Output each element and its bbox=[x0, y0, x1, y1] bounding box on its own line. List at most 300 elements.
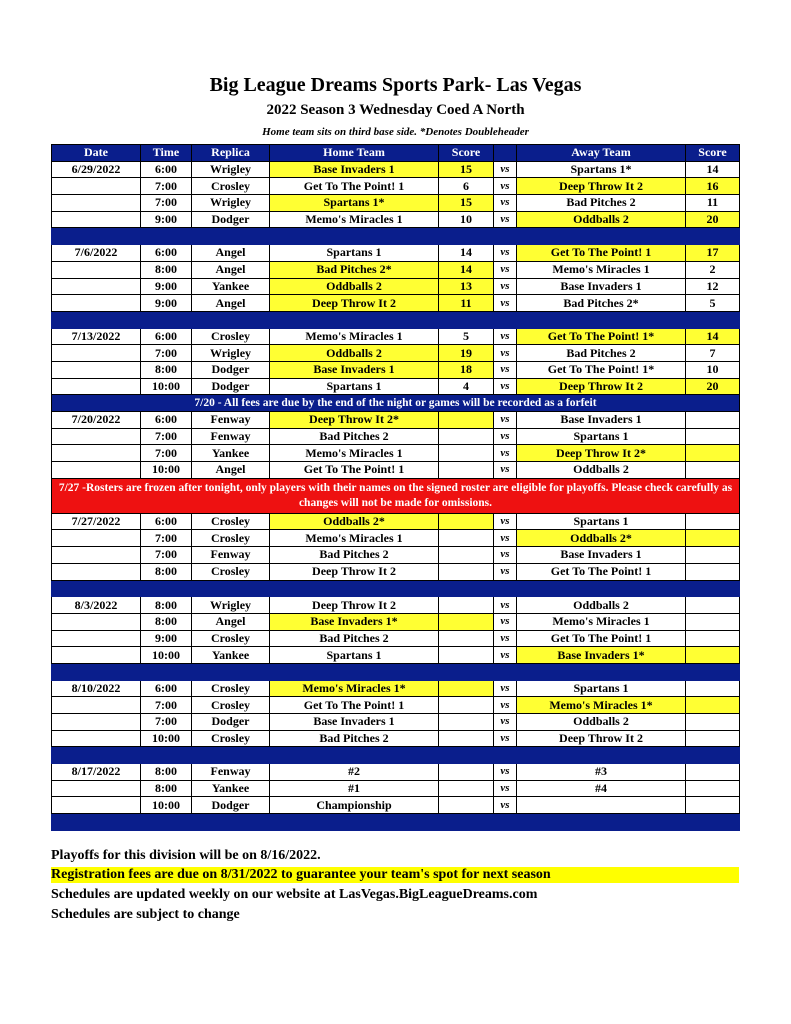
replica-field-cell: Yankee bbox=[192, 445, 270, 462]
home-team-cell: Memo's Miracles 1* bbox=[270, 680, 439, 697]
game-row bbox=[52, 445, 740, 462]
away-team-cell: Oddballs 2 bbox=[517, 597, 686, 614]
footer-disclaimer: Schedules are subject to change bbox=[51, 907, 240, 922]
col-header-time: Time bbox=[141, 145, 192, 162]
away-team-cell: Oddballs 2 bbox=[517, 462, 686, 479]
away-team-cell: Spartans 1 bbox=[517, 513, 686, 530]
replica-field-cell: Fenway bbox=[192, 428, 270, 445]
date-cell bbox=[52, 345, 141, 362]
vs-cell: vs bbox=[494, 697, 517, 714]
date-cell bbox=[52, 530, 141, 547]
col-header-away-score: Score bbox=[686, 145, 740, 162]
away-score-cell bbox=[686, 412, 740, 429]
game-row bbox=[52, 328, 740, 345]
date-cell bbox=[52, 630, 141, 647]
away-score-cell bbox=[686, 630, 740, 647]
away-score-cell: 14 bbox=[686, 161, 740, 178]
date-cell bbox=[52, 462, 141, 479]
time-cell: 8:00 bbox=[141, 780, 192, 797]
game-row bbox=[52, 714, 740, 731]
home-team-cell: Get To The Point! 1 bbox=[270, 178, 439, 195]
home-team-cell: Deep Throw It 2 bbox=[270, 597, 439, 614]
home-team-cell: Bad Pitches 2 bbox=[270, 630, 439, 647]
replica-field-cell: Angel bbox=[192, 295, 270, 312]
home-team-cell: Bad Pitches 2 bbox=[270, 730, 439, 747]
date-cell bbox=[52, 278, 141, 295]
home-score-cell bbox=[439, 547, 494, 564]
col-header-replica: Replica bbox=[192, 145, 270, 162]
date-cell bbox=[52, 211, 141, 228]
vs-cell: vs bbox=[494, 780, 517, 797]
game-row bbox=[52, 647, 740, 664]
vs-cell: vs bbox=[494, 513, 517, 530]
home-score-cell bbox=[439, 630, 494, 647]
away-team-cell bbox=[517, 797, 686, 814]
vs-cell: vs bbox=[494, 462, 517, 479]
home-team-cell: Spartans 1* bbox=[270, 195, 439, 212]
home-team-cell: Memo's Miracles 1 bbox=[270, 445, 439, 462]
replica-field-cell: Crosley bbox=[192, 630, 270, 647]
time-cell: 10:00 bbox=[141, 462, 192, 479]
game-row bbox=[52, 563, 740, 580]
vs-cell: vs bbox=[494, 412, 517, 429]
away-team-cell: Get To The Point! 1* bbox=[517, 328, 686, 345]
date-cell bbox=[52, 547, 141, 564]
away-team-cell: Oddballs 2 bbox=[517, 714, 686, 731]
game-row bbox=[52, 412, 740, 429]
away-score-cell bbox=[686, 714, 740, 731]
replica-field-cell: Fenway bbox=[192, 547, 270, 564]
game-row bbox=[52, 428, 740, 445]
time-cell: 8:00 bbox=[141, 361, 192, 378]
replica-field-cell: Angel bbox=[192, 245, 270, 262]
time-cell: 8:00 bbox=[141, 764, 192, 781]
vs-cell: vs bbox=[494, 245, 517, 262]
game-row bbox=[52, 680, 740, 697]
replica-field-cell: Dodger bbox=[192, 797, 270, 814]
home-team-cell: Spartans 1 bbox=[270, 245, 439, 262]
date-cell bbox=[52, 730, 141, 747]
home-score-cell: 15 bbox=[439, 161, 494, 178]
home-team-cell: Memo's Miracles 1 bbox=[270, 530, 439, 547]
home-score-cell: 6 bbox=[439, 178, 494, 195]
away-score-cell bbox=[686, 445, 740, 462]
away-team-cell: Bad Pitches 2* bbox=[517, 295, 686, 312]
home-score-cell: 5 bbox=[439, 328, 494, 345]
replica-field-cell: Crosley bbox=[192, 680, 270, 697]
time-cell: 6:00 bbox=[141, 680, 192, 697]
table-header-row bbox=[52, 145, 740, 162]
away-team-cell: Get To The Point! 1 bbox=[517, 563, 686, 580]
separator-cell bbox=[52, 814, 740, 831]
replica-field-cell: Angel bbox=[192, 462, 270, 479]
away-team-cell: Spartans 1 bbox=[517, 428, 686, 445]
away-score-cell bbox=[686, 462, 740, 479]
home-score-cell: 18 bbox=[439, 361, 494, 378]
vs-cell: vs bbox=[494, 764, 517, 781]
replica-field-cell: Dodger bbox=[192, 714, 270, 731]
away-team-cell: #3 bbox=[517, 764, 686, 781]
away-score-cell bbox=[686, 563, 740, 580]
time-cell: 7:00 bbox=[141, 530, 192, 547]
away-score-cell bbox=[686, 428, 740, 445]
vs-cell: vs bbox=[494, 730, 517, 747]
away-team-cell: Memo's Miracles 1 bbox=[517, 613, 686, 630]
home-team-cell: Oddballs 2 bbox=[270, 278, 439, 295]
week-separator-row bbox=[52, 311, 740, 328]
home-team-cell: Get To The Point! 1 bbox=[270, 462, 439, 479]
game-row bbox=[52, 178, 740, 195]
week-separator-row bbox=[52, 747, 740, 764]
date-cell: 8/17/2022 bbox=[52, 764, 141, 781]
replica-field-cell: Angel bbox=[192, 613, 270, 630]
date-cell bbox=[52, 563, 141, 580]
away-score-cell: 17 bbox=[686, 245, 740, 262]
date-cell: 7/20/2022 bbox=[52, 412, 141, 429]
footer-registration: Registration fees are due on 8/31/2022 to guarantee your team's spot for next season bbox=[51, 867, 739, 883]
home-score-cell bbox=[439, 412, 494, 429]
home-team-cell: Base Invaders 1* bbox=[270, 613, 439, 630]
away-score-cell: 7 bbox=[686, 345, 740, 362]
vs-cell: vs bbox=[494, 613, 517, 630]
game-row bbox=[52, 462, 740, 479]
away-score-cell bbox=[686, 797, 740, 814]
replica-field-cell: Yankee bbox=[192, 780, 270, 797]
week-separator-row bbox=[52, 663, 740, 680]
vs-cell: vs bbox=[494, 680, 517, 697]
replica-field-cell: Fenway bbox=[192, 412, 270, 429]
home-team-cell: Memo's Miracles 1 bbox=[270, 211, 439, 228]
vs-cell: vs bbox=[494, 428, 517, 445]
time-cell: 9:00 bbox=[141, 278, 192, 295]
time-cell: 7:00 bbox=[141, 697, 192, 714]
game-row bbox=[52, 697, 740, 714]
home-score-cell bbox=[439, 780, 494, 797]
away-team-cell: Spartans 1* bbox=[517, 161, 686, 178]
home-score-cell bbox=[439, 730, 494, 747]
date-cell bbox=[52, 613, 141, 630]
home-team-cell: Memo's Miracles 1 bbox=[270, 328, 439, 345]
home-team-cell: #1 bbox=[270, 780, 439, 797]
game-row bbox=[52, 780, 740, 797]
home-score-cell bbox=[439, 513, 494, 530]
roster-alert-row bbox=[52, 478, 740, 513]
away-team-cell: Spartans 1 bbox=[517, 680, 686, 697]
away-score-cell: 20 bbox=[686, 378, 740, 395]
home-score-cell bbox=[439, 428, 494, 445]
away-score-cell bbox=[686, 730, 740, 747]
date-cell: 8/3/2022 bbox=[52, 597, 141, 614]
vs-cell: vs bbox=[494, 714, 517, 731]
home-score-cell: 14 bbox=[439, 245, 494, 262]
home-score-cell bbox=[439, 647, 494, 664]
home-team-cell: Championship bbox=[270, 797, 439, 814]
game-row bbox=[52, 245, 740, 262]
week-separator-row bbox=[52, 814, 740, 831]
time-cell: 7:00 bbox=[141, 345, 192, 362]
vs-cell: vs bbox=[494, 261, 517, 278]
game-row bbox=[52, 278, 740, 295]
home-team-cell: Base Invaders 1 bbox=[270, 361, 439, 378]
home-score-cell bbox=[439, 597, 494, 614]
home-team-cell: Bad Pitches 2 bbox=[270, 547, 439, 564]
replica-field-cell: Yankee bbox=[192, 278, 270, 295]
time-cell: 6:00 bbox=[141, 161, 192, 178]
time-cell: 9:00 bbox=[141, 295, 192, 312]
game-row bbox=[52, 378, 740, 395]
game-row bbox=[52, 613, 740, 630]
schedule-note: Home team sits on third base side. *Denotes Doubleheader bbox=[262, 126, 529, 138]
date-cell: 8/10/2022 bbox=[52, 680, 141, 697]
home-team-cell: Deep Throw It 2 bbox=[270, 563, 439, 580]
game-row bbox=[52, 261, 740, 278]
vs-cell: vs bbox=[494, 797, 517, 814]
date-cell: 7/6/2022 bbox=[52, 245, 141, 262]
time-cell: 7:00 bbox=[141, 445, 192, 462]
home-team-cell: Deep Throw It 2* bbox=[270, 412, 439, 429]
date-cell: 6/29/2022 bbox=[52, 161, 141, 178]
date-cell bbox=[52, 697, 141, 714]
week-separator-row bbox=[52, 580, 740, 597]
game-row bbox=[52, 361, 740, 378]
home-score-cell bbox=[439, 530, 494, 547]
time-cell: 8:00 bbox=[141, 261, 192, 278]
vs-cell: vs bbox=[494, 597, 517, 614]
game-row bbox=[52, 530, 740, 547]
away-score-cell bbox=[686, 680, 740, 697]
vs-cell: vs bbox=[494, 295, 517, 312]
away-score-cell: 12 bbox=[686, 278, 740, 295]
col-header-away-team: Away Team bbox=[517, 145, 686, 162]
schedule-table bbox=[51, 144, 740, 831]
game-row bbox=[52, 547, 740, 564]
date-cell bbox=[52, 714, 141, 731]
home-team-cell: #2 bbox=[270, 764, 439, 781]
vs-cell: vs bbox=[494, 530, 517, 547]
separator-cell bbox=[52, 663, 740, 680]
away-team-cell: Deep Throw It 2 bbox=[517, 378, 686, 395]
replica-field-cell: Dodger bbox=[192, 211, 270, 228]
game-row bbox=[52, 195, 740, 212]
vs-cell: vs bbox=[494, 630, 517, 647]
home-score-cell bbox=[439, 613, 494, 630]
home-score-cell bbox=[439, 445, 494, 462]
vs-cell: vs bbox=[494, 211, 517, 228]
away-score-cell: 10 bbox=[686, 361, 740, 378]
home-score-cell: 10 bbox=[439, 211, 494, 228]
replica-field-cell: Yankee bbox=[192, 647, 270, 664]
home-team-cell: Base Invaders 1 bbox=[270, 161, 439, 178]
col-header-vs bbox=[494, 145, 517, 162]
time-cell: 7:00 bbox=[141, 195, 192, 212]
away-team-cell: Deep Throw It 2 bbox=[517, 178, 686, 195]
away-score-cell bbox=[686, 530, 740, 547]
replica-field-cell: Fenway bbox=[192, 764, 270, 781]
vs-cell: vs bbox=[494, 378, 517, 395]
col-header-date: Date bbox=[52, 145, 141, 162]
vs-cell: vs bbox=[494, 195, 517, 212]
separator-cell bbox=[52, 311, 740, 328]
date-cell bbox=[52, 195, 141, 212]
vs-cell: vs bbox=[494, 345, 517, 362]
away-team-cell: Oddballs 2 bbox=[517, 211, 686, 228]
date-cell: 7/27/2022 bbox=[52, 513, 141, 530]
away-score-cell bbox=[686, 613, 740, 630]
separator-cell bbox=[52, 747, 740, 764]
time-cell: 9:00 bbox=[141, 211, 192, 228]
separator-cell bbox=[52, 228, 740, 245]
vs-cell: vs bbox=[494, 328, 517, 345]
home-team-cell: Spartans 1 bbox=[270, 647, 439, 664]
time-cell: 6:00 bbox=[141, 513, 192, 530]
away-team-cell: Bad Pitches 2 bbox=[517, 345, 686, 362]
home-team-cell: Spartans 1 bbox=[270, 378, 439, 395]
footer-website: Schedules are updated weekly on our website at LasVegas.BigLeagueDreams.com bbox=[51, 887, 538, 902]
game-row bbox=[52, 345, 740, 362]
vs-cell: vs bbox=[494, 547, 517, 564]
home-score-cell: 13 bbox=[439, 278, 494, 295]
home-team-cell: Deep Throw It 2 bbox=[270, 295, 439, 312]
game-row bbox=[52, 730, 740, 747]
away-team-cell: Get To The Point! 1 bbox=[517, 245, 686, 262]
time-cell: 10:00 bbox=[141, 647, 192, 664]
home-score-cell: 19 bbox=[439, 345, 494, 362]
time-cell: 7:00 bbox=[141, 178, 192, 195]
away-score-cell bbox=[686, 547, 740, 564]
time-cell: 10:00 bbox=[141, 730, 192, 747]
away-score-cell: 11 bbox=[686, 195, 740, 212]
home-score-cell bbox=[439, 714, 494, 731]
away-score-cell: 14 bbox=[686, 328, 740, 345]
game-row bbox=[52, 630, 740, 647]
away-team-cell: Base Invaders 1 bbox=[517, 412, 686, 429]
away-team-cell: Memo's Miracles 1* bbox=[517, 697, 686, 714]
replica-field-cell: Dodger bbox=[192, 378, 270, 395]
game-row bbox=[52, 597, 740, 614]
replica-field-cell: Crosley bbox=[192, 178, 270, 195]
date-cell bbox=[52, 428, 141, 445]
date-cell bbox=[52, 780, 141, 797]
away-score-cell bbox=[686, 597, 740, 614]
away-score-cell bbox=[686, 764, 740, 781]
away-team-cell: Base Invaders 1 bbox=[517, 278, 686, 295]
away-score-cell: 16 bbox=[686, 178, 740, 195]
home-score-cell bbox=[439, 462, 494, 479]
home-team-cell: Get To The Point! 1 bbox=[270, 697, 439, 714]
roster-alert-text: 7/27 -Rosters are frozen after tonight, only players with their names on the signed roster are eligible for playoffs. Please check carefully as changes will not be made for omissions. bbox=[52, 478, 740, 513]
away-team-cell: Deep Throw It 2* bbox=[517, 445, 686, 462]
time-cell: 7:00 bbox=[141, 547, 192, 564]
date-cell bbox=[52, 261, 141, 278]
time-cell: 8:00 bbox=[141, 563, 192, 580]
date-cell bbox=[52, 178, 141, 195]
away-team-cell: Memo's Miracles 1 bbox=[517, 261, 686, 278]
home-score-cell bbox=[439, 764, 494, 781]
away-score-cell bbox=[686, 647, 740, 664]
away-team-cell: Deep Throw It 2 bbox=[517, 730, 686, 747]
time-cell: 7:00 bbox=[141, 428, 192, 445]
home-score-cell bbox=[439, 797, 494, 814]
replica-field-cell: Crosley bbox=[192, 530, 270, 547]
game-row bbox=[52, 211, 740, 228]
home-team-cell: Base Invaders 1 bbox=[270, 714, 439, 731]
home-team-cell: Oddballs 2 bbox=[270, 345, 439, 362]
home-team-cell: Bad Pitches 2* bbox=[270, 261, 439, 278]
vs-cell: vs bbox=[494, 178, 517, 195]
home-score-cell: 11 bbox=[439, 295, 494, 312]
week-separator-row bbox=[52, 228, 740, 245]
away-score-cell bbox=[686, 513, 740, 530]
time-cell: 9:00 bbox=[141, 630, 192, 647]
vs-cell: vs bbox=[494, 161, 517, 178]
away-score-cell: 2 bbox=[686, 261, 740, 278]
replica-field-cell: Wrigley bbox=[192, 161, 270, 178]
separator-cell bbox=[52, 580, 740, 597]
home-team-cell: Oddballs 2* bbox=[270, 513, 439, 530]
away-score-cell: 5 bbox=[686, 295, 740, 312]
vs-cell: vs bbox=[494, 445, 517, 462]
away-team-cell: Oddballs 2* bbox=[517, 530, 686, 547]
date-cell bbox=[52, 378, 141, 395]
page-title: Big League Dreams Sports Park- Las Vegas bbox=[209, 74, 582, 96]
replica-field-cell: Wrigley bbox=[192, 597, 270, 614]
col-header-home-score: Score bbox=[439, 145, 494, 162]
vs-cell: vs bbox=[494, 563, 517, 580]
home-score-cell: 15 bbox=[439, 195, 494, 212]
vs-cell: vs bbox=[494, 647, 517, 664]
date-cell: 7/13/2022 bbox=[52, 328, 141, 345]
replica-field-cell: Wrigley bbox=[192, 195, 270, 212]
home-score-cell bbox=[439, 697, 494, 714]
game-row bbox=[52, 764, 740, 781]
game-row bbox=[52, 161, 740, 178]
date-cell bbox=[52, 797, 141, 814]
replica-field-cell: Crosley bbox=[192, 697, 270, 714]
game-row bbox=[52, 797, 740, 814]
fee-notice-text: 7/20 - All fees are due by the end of the night or games will be recorded as a forfeit bbox=[52, 395, 740, 412]
page-subtitle: 2022 Season 3 Wednesday Coed A North bbox=[266, 102, 525, 118]
time-cell: 6:00 bbox=[141, 328, 192, 345]
away-team-cell: Base Invaders 1* bbox=[517, 647, 686, 664]
time-cell: 6:00 bbox=[141, 412, 192, 429]
game-row bbox=[52, 513, 740, 530]
home-score-cell: 4 bbox=[439, 378, 494, 395]
time-cell: 8:00 bbox=[141, 597, 192, 614]
away-score-cell bbox=[686, 697, 740, 714]
away-score-cell: 20 bbox=[686, 211, 740, 228]
away-team-cell: Bad Pitches 2 bbox=[517, 195, 686, 212]
replica-field-cell: Crosley bbox=[192, 730, 270, 747]
home-score-cell: 14 bbox=[439, 261, 494, 278]
replica-field-cell: Crosley bbox=[192, 513, 270, 530]
away-team-cell: #4 bbox=[517, 780, 686, 797]
date-cell bbox=[52, 361, 141, 378]
home-team-cell: Bad Pitches 2 bbox=[270, 428, 439, 445]
col-header-home-team: Home Team bbox=[270, 145, 439, 162]
time-cell: 6:00 bbox=[141, 245, 192, 262]
time-cell: 8:00 bbox=[141, 613, 192, 630]
replica-field-cell: Dodger bbox=[192, 361, 270, 378]
away-score-cell bbox=[686, 780, 740, 797]
time-cell: 10:00 bbox=[141, 378, 192, 395]
vs-cell: vs bbox=[494, 361, 517, 378]
footer-playoffs: Playoffs for this division will be on 8/16/2022. bbox=[51, 848, 321, 863]
replica-field-cell: Crosley bbox=[192, 328, 270, 345]
date-cell bbox=[52, 295, 141, 312]
away-team-cell: Base Invaders 1 bbox=[517, 547, 686, 564]
replica-field-cell: Angel bbox=[192, 261, 270, 278]
replica-field-cell: Wrigley bbox=[192, 345, 270, 362]
